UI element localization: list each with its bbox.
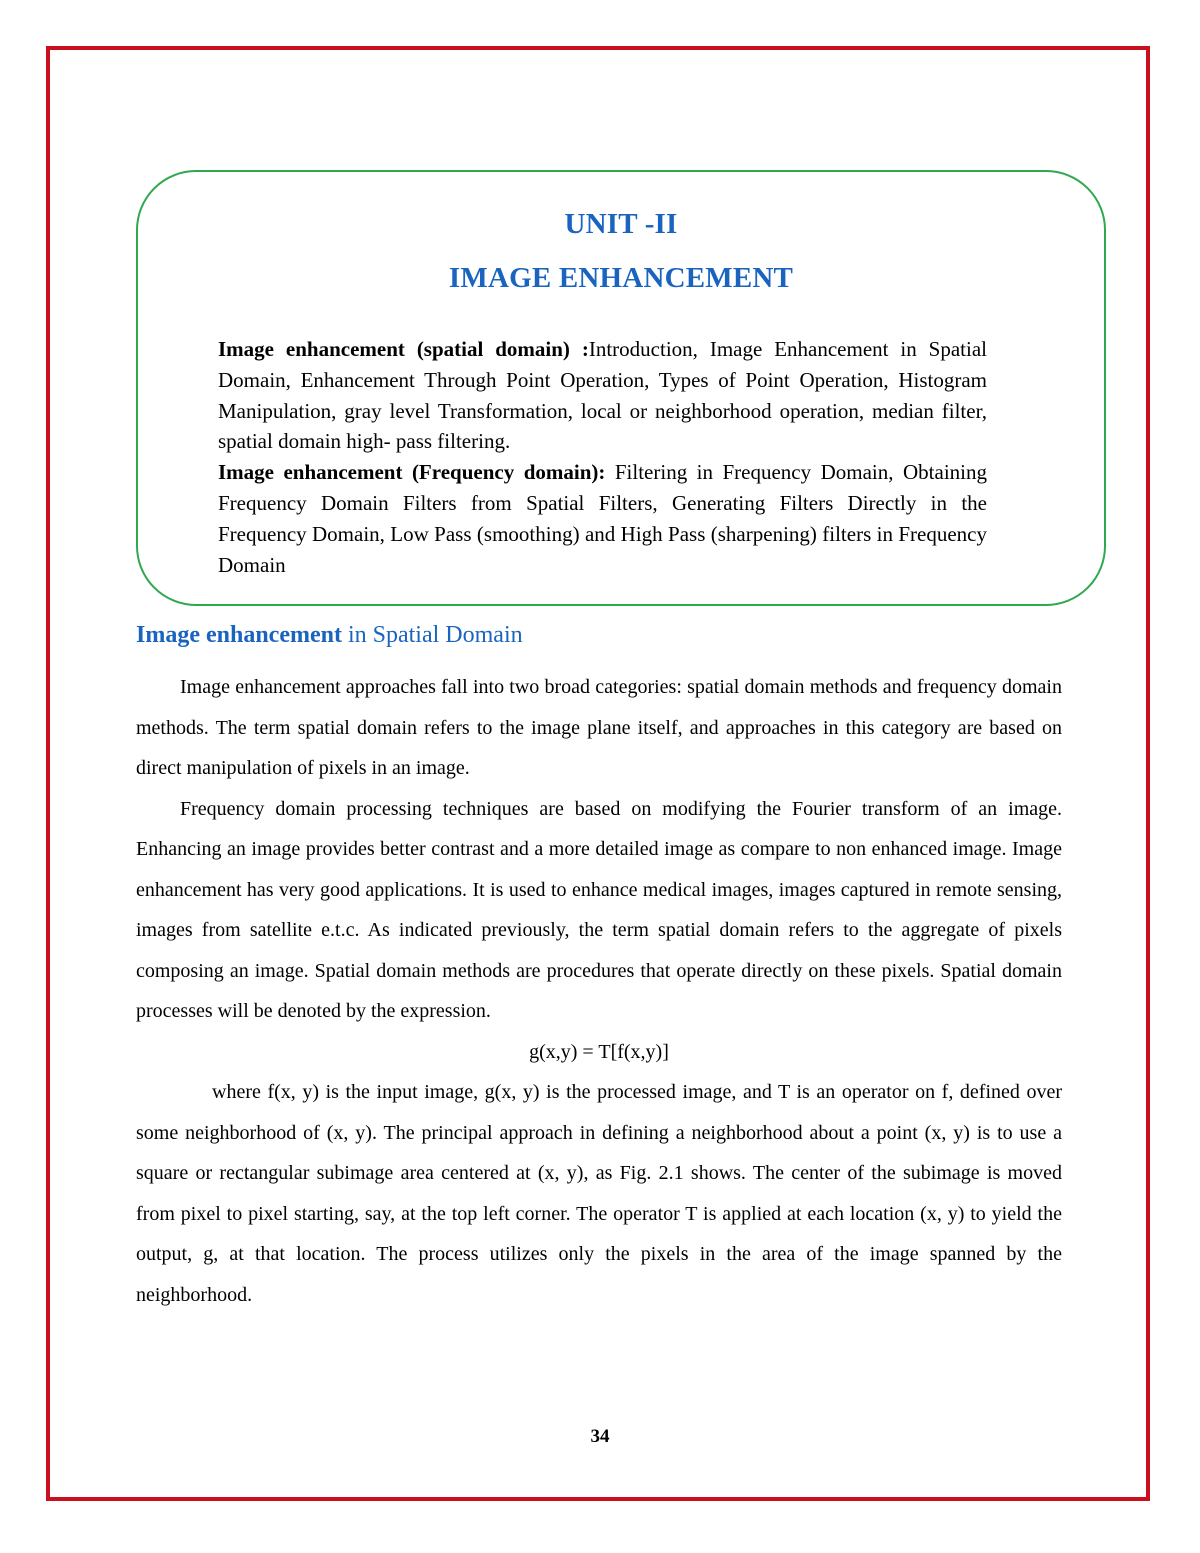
syllabus-spatial — [218, 334, 987, 457]
paragraph-2: Frequency domain processing techniques are based on modifying the Fourier transform of an image. Enhancing an image provides better contrast and a more detailed image as compare to non enhanced image. Image enhancement has very good applications. It is used to enhance medical images, images captured in remote sensing, images from satellite e.t.c. As indicated previously, the term spatial domain refers to the aggregate of pixels composing an image. Spatial domain methods are procedures that operate directly on these pixels. Spatial domain processes will be denoted by the expression. — [136, 797, 1062, 1022]
body-text — [136, 667, 1062, 1315]
syllabus-frequency-label: Image enhancement (Frequency domain): — [218, 460, 606, 485]
section-heading — [136, 622, 523, 649]
syllabus-text — [218, 334, 987, 580]
syllabus-frequency — [218, 457, 987, 580]
equation: g(x,y) = T[f(x,y)] — [529, 1040, 669, 1063]
page-number: 34 — [590, 1426, 610, 1447]
section-heading-rest: in Spatial Domain — [341, 622, 523, 648]
syllabus-spatial-label: Image enhancement (spatial domain) : — [218, 337, 589, 361]
paragraph-1: Image enhancement approaches fall into two broad categories: spatial domain methods and frequency domain methods. The term spatial domain refers to the image plane itself, and approaches in this category are based on direct manipulation of pixels in an image. — [136, 676, 1062, 779]
unit-subtitle: IMAGE ENHANCEMENT — [448, 262, 794, 294]
paragraph-3: where f(x, y) is the input image, g(x, y) is the processed image, and T is an operator on f, defined over some neighborhood of (x, y). The principal approach in defining a neighborhood about a point (x, y) is to use a square or rectangular subimage area centered at (x, y), as Fig. 2.1 shows. The center of the subimage is moved from pixel to pixel starting, say, at the top left corner. The operator T is applied at each location (x, y) to yield the output, g, at that location. The process utilizes only the pixels in the area of the image spanned by the neighborhood. — [136, 1081, 1062, 1306]
section-heading-bold: Image enhancement — [136, 622, 342, 648]
syllabus-spatial-text: Introduction, Image Enhancement in Spatial Domain, Enhancement Through Point Operation, Types of Point Operation, Histogram Manipulation, gray level Transformation, local or neighborhood operation, median filter, spatial domain high- pass filtering. — [218, 337, 987, 454]
unit-title: UNIT -II — [564, 208, 678, 240]
syllabus-frequency-text: Filtering in Frequency Domain, Obtaining Frequency Domain Filters from Spatial Filters, Generating Filters Directly in the Frequency Domain, Low Pass (smoothing) and High Pass (sharpening) filters in Frequency Domain — [218, 460, 987, 577]
